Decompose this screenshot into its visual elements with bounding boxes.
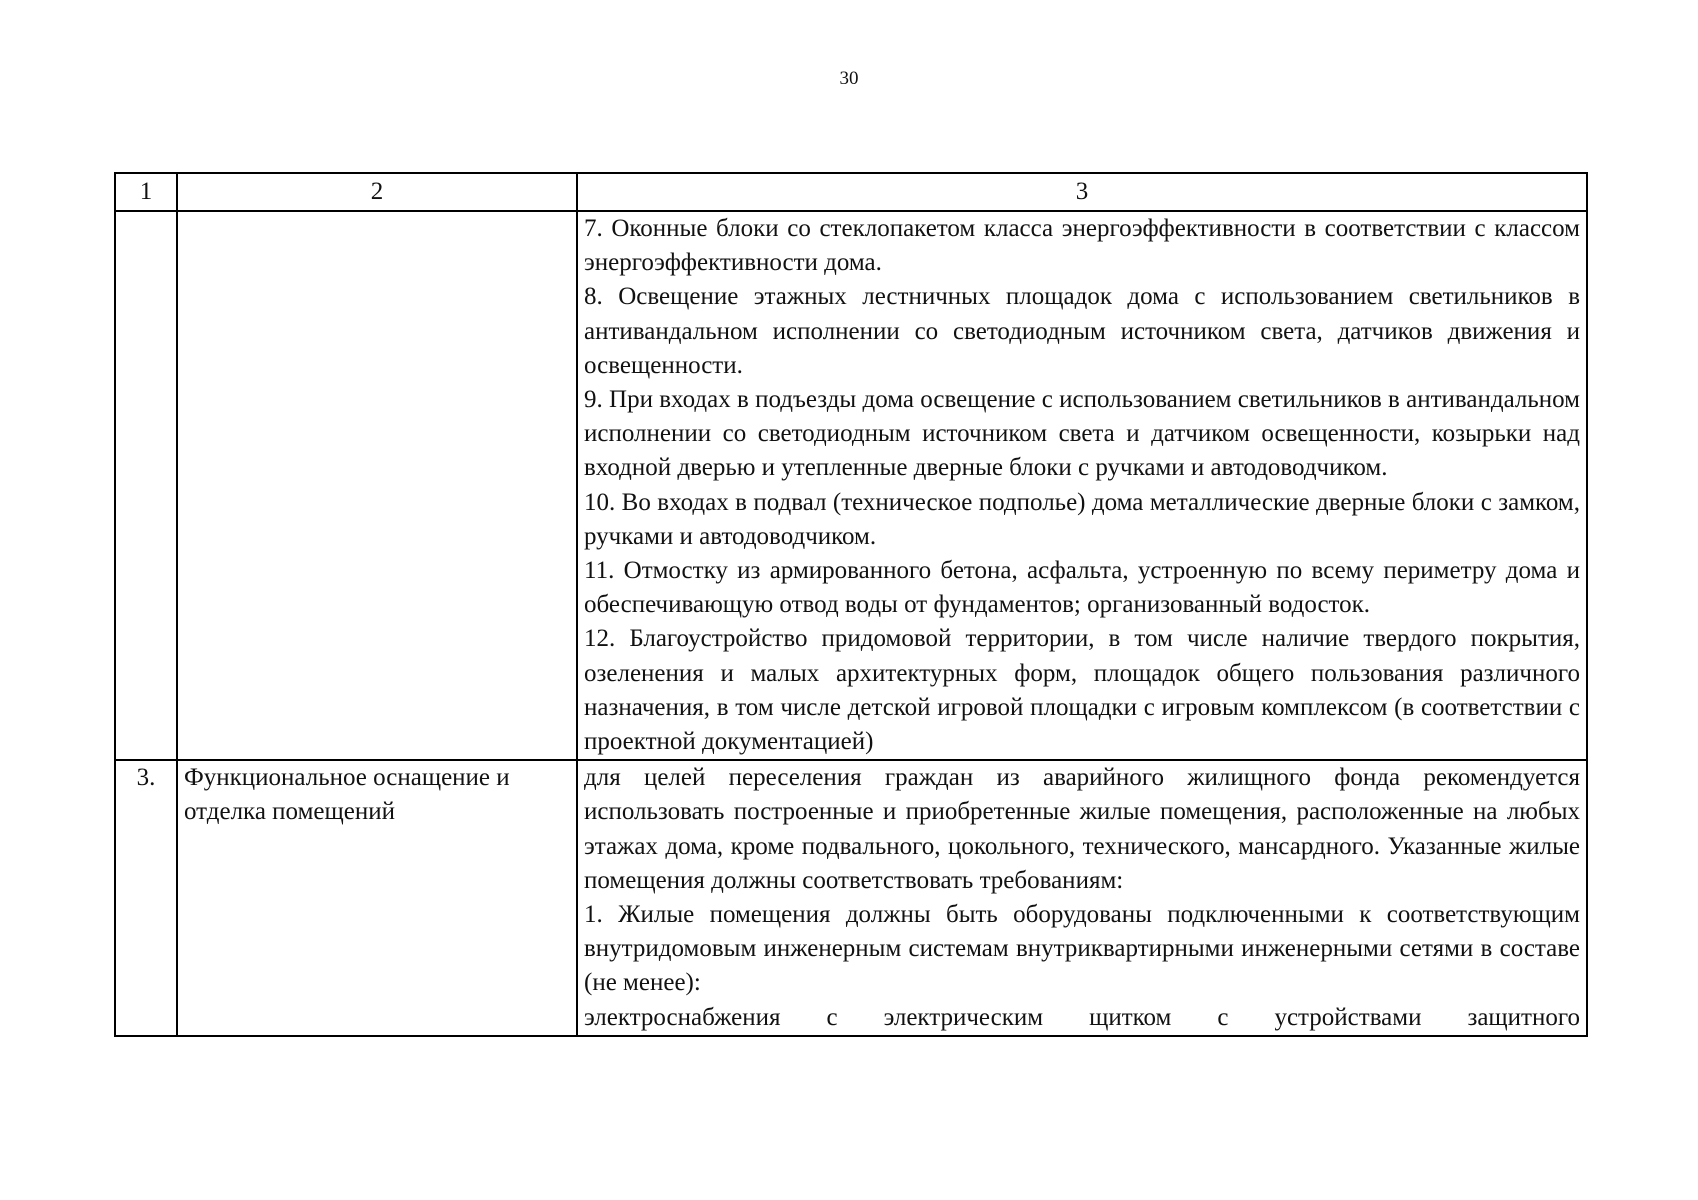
paragraph-11: 11. Отмостку из армированного бетона, асфальта, устроенную по всему периметру дома и обеспечивающую отвод воды от фундаментов; организованный водосток. (584, 557, 1580, 619)
table-header-row (115, 173, 1587, 211)
row-number: 3. (115, 760, 177, 1036)
header-col-3: 3 (577, 173, 1587, 211)
paragraph-7: 7. Оконные блоки со стеклопакетом класса энергоэффективности в соответствии с классом энергоэффективности дома. (584, 215, 1580, 277)
header-col-2: 2 (177, 173, 577, 211)
table-row-3 (115, 760, 1587, 1036)
row-content (577, 760, 1587, 1036)
row-label: Функциональное оснащение и отделка помещений (177, 760, 577, 1036)
requirements-table (114, 172, 1588, 1037)
intro-paragraph: для целей переселения граждан из аварийного жилищного фонда рекомендуется использовать построенные и приобретенные жилые помещения, расположенные на любых этажах дома, кроме подвального, цокольного, технического, мансардного. Указанные жилые помещения должны соответствовать требованиям: (584, 764, 1580, 894)
paragraph-8: 8. Освещение этажных лестничных площадок дома с использованием светильников в антивандальном исполнении со светодиодным источником света, датчиков движения и освещенности. (584, 283, 1580, 379)
page-number: 30 (839, 68, 859, 89)
paragraph-12: 12. Благоустройство придомовой территории, в том числе наличие твердого покрытия, озеленения и малых архитектурных форм, площадок общего пользования различного назначения, в том числе детской игровой площадки с игровым комплексом (в соответствии с проектной документацией) (584, 625, 1580, 756)
row-label-empty (177, 211, 577, 760)
continued-line: электроснабжения с электрическим щитком с устройствами защитного (584, 1003, 1580, 1031)
table-row-continuation (115, 211, 1587, 760)
paragraph-1: 1. Жилые помещения должны быть оборудованы подключенными к соответствующим внутридомовым инженерным системам внутриквартирными инженерными сетями в составе (не менее): (584, 901, 1580, 997)
row-number-empty (115, 211, 177, 760)
header-col-1: 1 (115, 173, 177, 211)
row-content (577, 211, 1587, 760)
paragraph-10: 10. Во входах в подвал (техническое подполье) дома металлические дверные блоки с замком, ручками и автодоводчиком. (584, 488, 1580, 550)
paragraph-9: 9. При входах в подъезды дома освещение с использованием светильников в антивандальном исполнении со светодиодным источником света и датчиком освещенности, козырьки над входной дверью и утепленные дверные блоки с ручками и автодоводчиком. (584, 386, 1580, 482)
